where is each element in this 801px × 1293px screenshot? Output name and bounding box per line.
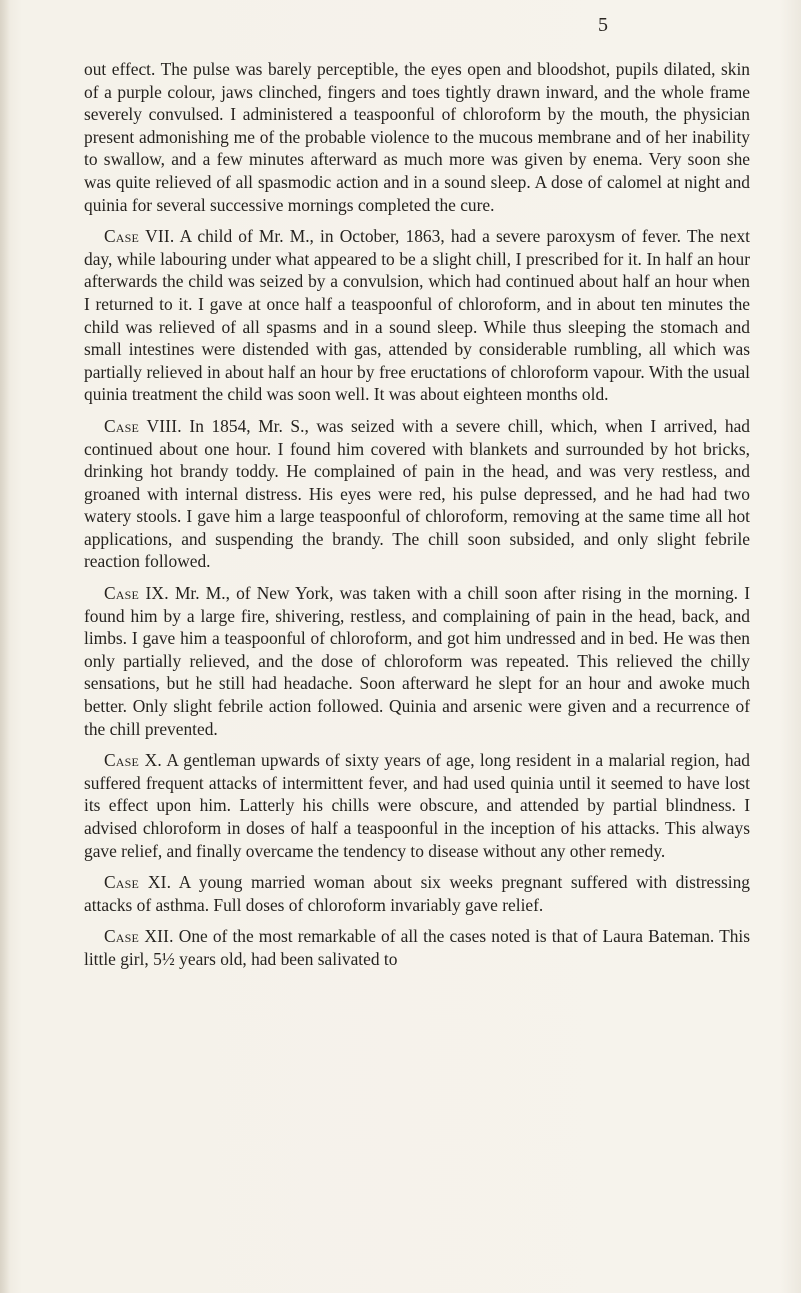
paragraph-case-x [84,749,750,862]
paragraph-text: out effect. The pulse was barely perceptible, the eyes open and bloodshot, pupils dilated, skin of a purple colour, jaws clinched, fingers and toes tightly drawn inward, and the whole frame severely convulsed. I administered a teaspoonful of chloroform by the mouth, the physician present admonishing me of the probable violence to the mucous membrane and of her inability to swallow, and a few minutes afterward as much more was given by enema. Very soon she was quite relieved of all spasmodic action and in a sound sleep. A dose of calomel at night and quinia for several successive mornings completed the cure. [84,59,750,215]
paragraph-text: Mr. M., of New York, was taken with a chill soon after rising in the morning. I found him by a large fire, shivering, restless, and complaining of pain in the head, back, and limbs. I gave him a teaspoonful of chloroform, and got him undressed and in bed. He was then only partially relieved, and the dose of chloroform was repeated. This relieved the chilly sensations, but he still had headache. Soon afterward he slept for an hour and awoke much better. Only slight febrile action followed. Quinia and arsenic were given and a recurrence of the chill prevented. [84,583,750,739]
case-label: Case IX. [104,583,169,604]
paragraph-continuation [84,58,750,216]
paragraph-case-xii [84,925,750,970]
paragraph-text: One of the most remarkable of all the cases noted is that of Laura Bateman. This little girl, 5½ years old, had been salivated to [84,926,750,969]
paragraph-text: A gentleman upwards of sixty years of age, long resident in a malarial region, had suffered frequent attacks of intermittent fever, and had used quinia until it seemed to have lost its effect upon him. Latterly his chills were obscure, and attended by partial blindness. I advised chloroform in doses of half a teaspoonful in the inception of his attacks. This always gave relief, and finally overcame the tendency to disease without any other remedy. [84,750,751,861]
case-label: Case VIII. [104,415,182,436]
page-edge-shadow [0,0,10,1293]
case-label: Case X. [104,750,162,771]
case-label: Case XI. [104,872,172,893]
body-text [84,58,750,980]
paragraph-text: In 1854, Mr. S., was seized with a severe chill, which, when I arrived, had continued about one hour. I found him covered with blankets and surrounded by hot bricks, drinking hot brandy toddy. He complained of pain in the head, and was very restless, and groaned with internal distress. His eyes were red, his pulse depressed, and he had had two watery stools. I gave him a large teaspoonful of chloroform, removing at the same time all hot applications, and suspending the brandy. The chill soon subsided, and only slight febrile reaction followed. [84,415,750,572]
paragraph-case-vii [84,225,750,406]
paragraph-case-ix [84,582,750,740]
case-label: Case VII. [104,226,175,247]
page-number: 5 [598,14,608,36]
case-label: Case XII. [104,926,174,947]
paragraph-case-xi [84,871,750,916]
paragraph-case-viii [84,415,750,573]
paragraph-text: A child of Mr. M., in October, 1863, had a severe paroxysm of fever. The next day, while labouring under what appeared to be a slight chill, I prescribed for it. In half an hour afterwards the child was seized by a convulsion, which had continued about half an hour when I returned to it. I gave at once half a teaspoonful of chloroform, and in about ten minutes the child was relieved of all spasms and in a sound sleep. While thus sleeping the stomach and small intestines were distended with gas, attended by considerable rumbling, all which was partially relieved in about half an hour by free eructations of chloroform vapour. With the usual quinia treatment the child was soon well. It was about eighteen months old. [84,226,750,405]
paragraph-text: A young married woman about six weeks pregnant suffered with distressing attacks of asthma. Full doses of chloroform invariably gave relief. [84,872,750,915]
